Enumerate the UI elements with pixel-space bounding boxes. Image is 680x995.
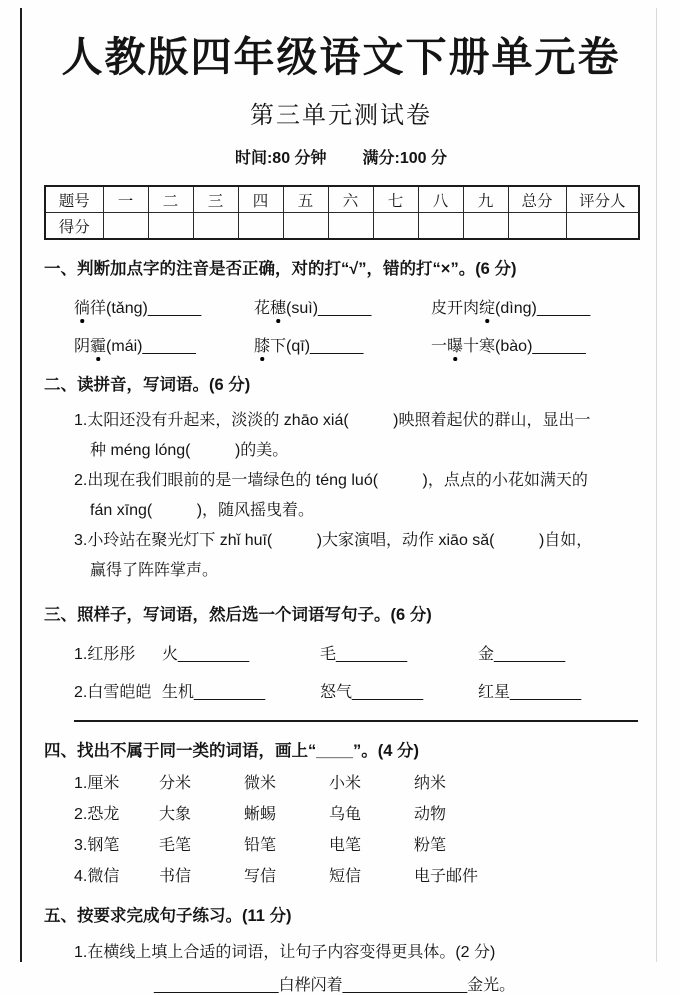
word: 短信 bbox=[329, 867, 362, 885]
word: 粉笔 bbox=[414, 836, 447, 854]
word-blank: 火________ bbox=[162, 646, 250, 664]
word: 大象 bbox=[159, 805, 192, 823]
word-pattern-row bbox=[74, 641, 638, 664]
score-cell bbox=[373, 213, 418, 240]
score-cell bbox=[238, 213, 283, 240]
word-group-lead bbox=[74, 836, 159, 856]
word-pattern-row bbox=[74, 679, 638, 702]
section-4-heading: 四、找出不属于同一类的词语，画上“____”。(4 分) bbox=[44, 742, 419, 761]
section-divider bbox=[74, 720, 638, 722]
word-blank: 红星________ bbox=[478, 684, 582, 702]
word-blank: 怒气________ bbox=[320, 684, 424, 702]
word: 纳米 bbox=[414, 774, 447, 792]
score-cell bbox=[328, 213, 373, 240]
word: 电笔 bbox=[329, 836, 362, 854]
score-header-cell: 六 bbox=[328, 186, 373, 213]
score-header-cell: 题号 bbox=[45, 186, 103, 213]
word-blank: 毛________ bbox=[320, 646, 408, 664]
score-header-cell: 一 bbox=[103, 186, 148, 213]
word: 钢笔 bbox=[87, 836, 120, 854]
section-1-items bbox=[74, 295, 638, 356]
word-post: 下 bbox=[270, 337, 287, 355]
word-item bbox=[74, 295, 254, 318]
word: 小米 bbox=[329, 774, 362, 792]
word-blank: 生机________ bbox=[162, 684, 266, 702]
time-label: 时间:80 分钟 bbox=[234, 150, 327, 168]
section-2-body bbox=[44, 406, 638, 586]
score-header-cell: 七 bbox=[373, 186, 418, 213]
sentence-line: 3.小玲站在聚光灯下 zhǐ huī( )大家演唱，动作 xiāo sǎ( )自如， bbox=[74, 532, 593, 550]
word: 分米 bbox=[159, 774, 192, 792]
word-group-row bbox=[74, 805, 638, 825]
section-1 bbox=[44, 259, 638, 355]
score-table-score-row bbox=[45, 213, 639, 240]
word-post: 徉 bbox=[90, 299, 107, 317]
score-header-cell: 二 bbox=[148, 186, 193, 213]
word: 微信 bbox=[87, 867, 120, 885]
word: 写信 bbox=[244, 867, 277, 885]
word-pre: 一 bbox=[431, 337, 448, 355]
section-1-heading: 一、判断加点字的注音是否正确，对的打“√”，错的打“×”。(6 分) bbox=[44, 260, 517, 279]
score-cell bbox=[103, 213, 148, 240]
word-group-lead bbox=[74, 867, 159, 887]
section-5-heading: 五、按要求完成句子练习。(11 分) bbox=[44, 906, 292, 925]
word: 厘米 bbox=[87, 774, 120, 792]
score-cell bbox=[283, 213, 328, 240]
item-number: 3. bbox=[74, 836, 88, 854]
score-cell bbox=[418, 213, 463, 240]
word-item bbox=[254, 295, 431, 318]
dotted-char: 穗 bbox=[270, 295, 286, 318]
sentence-line: 种 méng lóng( )的美。 bbox=[90, 442, 289, 460]
pinyin: (dìng) bbox=[495, 299, 537, 317]
pinyin: (suì) bbox=[286, 299, 319, 317]
score-header-cell: 四 bbox=[238, 186, 283, 213]
score-table bbox=[44, 185, 640, 240]
word: 电子邮件 bbox=[414, 867, 479, 885]
sentence-line: 1.太阳还没有升起来，淡淡的 zhāo xiá( )映照着起伏的群山，显出一 bbox=[74, 412, 591, 430]
fill-in-sentence: ______________白桦闪着______________金光。 bbox=[154, 977, 516, 995]
section-4 bbox=[44, 741, 638, 886]
score-header-cell: 八 bbox=[418, 186, 463, 213]
answer-blank: ______ bbox=[532, 337, 586, 355]
dotted-char: 曝 bbox=[447, 333, 463, 356]
score-header-cell: 评分人 bbox=[566, 186, 639, 213]
word-item bbox=[431, 333, 638, 356]
pinyin: (mái) bbox=[106, 337, 143, 355]
dotted-char: 绽 bbox=[479, 295, 495, 318]
dotted-char: 霾 bbox=[90, 333, 106, 356]
sentence-line: 赢得了阵阵掌声。 bbox=[90, 562, 219, 580]
section-5-item-1: 1.在横线上填上合适的词语，让句子内容变得更具体。(2 分) bbox=[74, 944, 496, 962]
word: 动物 bbox=[414, 805, 447, 823]
score-header-cell: 九 bbox=[463, 186, 508, 213]
exam-meta bbox=[44, 145, 638, 168]
section-2-heading: 二、读拼音，写词语。(6 分) bbox=[44, 375, 251, 394]
sentence-line: 2.出现在我们眼前的是一墙绿色的 téng luó( )，点点的小花如满天的 bbox=[74, 472, 588, 490]
word-pre: 皮开肉 bbox=[431, 299, 480, 317]
example-word: 2.白雪皑皑 bbox=[74, 684, 152, 702]
score-cell bbox=[193, 213, 238, 240]
full-score-label: 满分:100 分 bbox=[362, 150, 448, 168]
word: 蜥蜴 bbox=[244, 805, 277, 823]
pinyin: (tǎng) bbox=[106, 299, 148, 317]
section-3 bbox=[44, 605, 638, 702]
word-group-row bbox=[74, 867, 638, 887]
answer-blank: ______ bbox=[147, 299, 202, 317]
word-blank: 金________ bbox=[478, 646, 566, 664]
item-number: 4. bbox=[74, 867, 88, 885]
word-group-row bbox=[74, 774, 638, 794]
pinyin: (bào) bbox=[495, 337, 533, 355]
word-group-lead bbox=[74, 805, 159, 825]
page-subtitle: 第三单元测试卷 bbox=[250, 103, 432, 130]
item-number: 1. bbox=[74, 774, 88, 792]
answer-blank: ______ bbox=[536, 299, 591, 317]
section-3-heading: 三、照样子，写词语，然后选一个词语写句子。(6 分) bbox=[44, 606, 432, 625]
word-pre: 花 bbox=[254, 299, 271, 317]
word: 乌龟 bbox=[329, 805, 362, 823]
score-cell bbox=[148, 213, 193, 240]
section-2 bbox=[44, 375, 638, 586]
word-group-lead bbox=[74, 774, 159, 794]
word: 铅笔 bbox=[244, 836, 277, 854]
word-post: 十寒 bbox=[463, 337, 496, 355]
item-number: 2. bbox=[74, 805, 88, 823]
score-header-cell: 总分 bbox=[508, 186, 566, 213]
section-5 bbox=[44, 906, 638, 995]
dotted-char: 膝 bbox=[254, 333, 270, 356]
score-cell bbox=[463, 213, 508, 240]
word-group-row bbox=[74, 836, 638, 856]
word-item bbox=[254, 333, 431, 356]
word-item bbox=[431, 295, 638, 318]
pinyin: (qī) bbox=[286, 337, 311, 355]
word-pre: 阴 bbox=[74, 337, 91, 355]
answer-blank: ______ bbox=[142, 337, 196, 355]
score-cell bbox=[508, 213, 566, 240]
score-row-label: 得分 bbox=[45, 213, 103, 240]
score-header-cell: 三 bbox=[193, 186, 238, 213]
sentence-line: fán xīng( )，随风摇曳着。 bbox=[90, 502, 315, 520]
answer-blank: ______ bbox=[318, 299, 372, 317]
dotted-char: 徜 bbox=[74, 295, 90, 318]
word-item bbox=[74, 333, 254, 356]
example-word: 1.红彤彤 bbox=[74, 646, 136, 664]
word: 毛笔 bbox=[159, 836, 192, 854]
page-title: 人教版四年级语文下册单元卷 bbox=[61, 34, 621, 80]
score-header-cell: 五 bbox=[283, 186, 328, 213]
score-cell bbox=[566, 213, 639, 240]
word: 书信 bbox=[159, 867, 192, 885]
word: 微米 bbox=[244, 774, 277, 792]
answer-blank: ______ bbox=[310, 337, 364, 355]
word: 恐龙 bbox=[87, 805, 120, 823]
score-table-header-row bbox=[45, 186, 639, 213]
